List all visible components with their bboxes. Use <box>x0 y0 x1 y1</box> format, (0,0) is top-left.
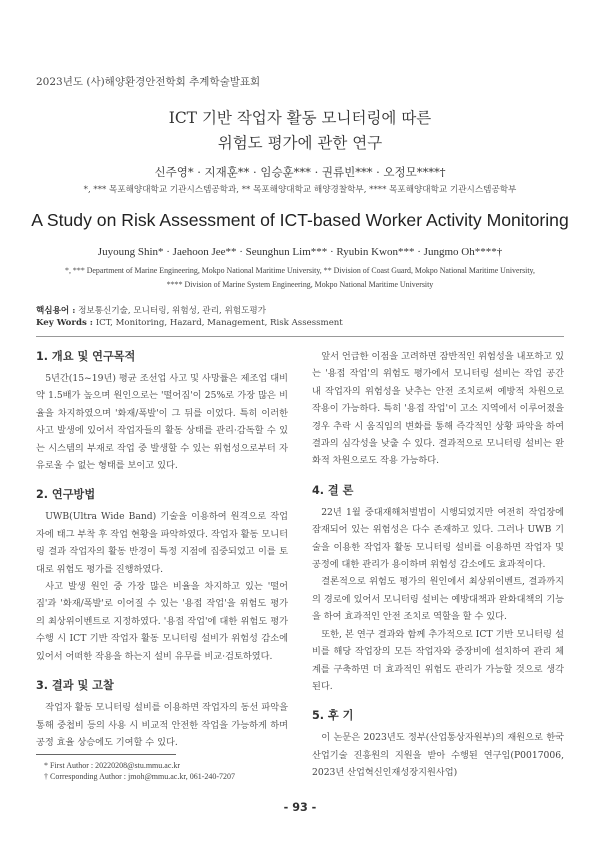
section2-paragraph1: UWB(Ultra Wide Band) 기술을 이용하여 원격으로 작업자에 태그 부착 후 작업 현황을 파악하였다. 작업자 활동 모니터링 결과 작업자의 활동 반경이 특정 지점에 집중되었고 이를 토대로 위험도 평가를 진행하였다. <box>36 511 288 575</box>
section4-heading: 4. 결 론 <box>312 483 354 497</box>
english-affiliations-line1: *, *** Department of Marine Engineering, Mokpo National Maritime University, ** Division of Coast Guard, Mokpo National Maritime University, <box>65 266 535 275</box>
section1-heading: 1. 개요 및 연구목적 <box>36 350 136 363</box>
footnote-divider <box>36 754 176 755</box>
header-divider <box>36 336 564 337</box>
footnote-first-author: * First Author : 20220208@stu.mmu.ac.kr <box>44 761 181 770</box>
keywords-korean-text: 정보통신기술, 모니터링, 위험성, 관리, 위험도평가 <box>75 306 266 316</box>
korean-affiliations: *, *** 목포해양대학교 기관시스템공학과, ** 목포해양대학교 해양경찰학부, **** 목포해양대학교 기관시스템공학부 <box>83 185 517 195</box>
keywords-english-label: Key Words : <box>36 318 93 328</box>
section3-paragraph2: 앞서 언급한 이점을 고려하면 잠반적인 위험성을 내포하고 있는 '용접 작업'의 위험도 평가에서 모니터링 설비는 작업 공간 내 작업자의 위험성을 낮추는 안전 조치로써 예방적 차원으로 작용이 가능하다. 특히 '용접 작업'이 고소 지역에서 이루어졌을 경우 추락 시 움직임의 변화를 통해 즉각적인 상황 파악을 하여 결과의 심각성을 낮출 수 있다. 결과적으로 모니터링 설비는 완화적 차원으로도 작용 가능하다. <box>312 351 564 467</box>
korean-title-line1: ICT 기반 작업자 활동 모니터링에 따른 <box>168 109 432 127</box>
section4-paragraph1: 22년 1월 중대재해처벌법이 시행되었지만 여전히 작업장에 잠재되어 있는 위험성은 다수 존재하고 있다. 그러나 UWB 기술을 이용한 작업자 활동 모니터링 설비를 이용하면 작업자 및 공정에 대한 관리가 용이하며 위험성 감소에도 효과적이다. <box>312 506 564 571</box>
english-affiliations-line2: **** Division of Marine System Engineering, Mokpo National Maritime University <box>166 280 434 289</box>
english-title: A Study on Risk Assessment of ICT-based Worker Activity Monitoring <box>31 210 569 230</box>
right-column <box>312 348 564 782</box>
section5-paragraph1: 이 논문은 2023년도 정부(산업통상자원부)의 재원으로 한국산업기술 진흥원의 지원을 받아 수행된 연구임(P0017006, 2023년 산업혁신인재성장지원사업) <box>312 732 564 779</box>
section2-paragraph2: 사고 발생 원인 중 가장 많은 비율을 차지하고 있는 '떨어짐'과 '화재/폭발'로 이어질 수 있는 '용접 작업'을 위험도 평가의 최상위이벤트로 지정하였다. '용접 작업'에 대한 위험도 평가 수행 시 ICT 기반 작업자 활동 모니터링 설비가 위험성 감소에 있어서 어떠한 작용을 하는지 설비 유무를 비교·검토하였다. <box>36 581 288 662</box>
keywords-english <box>36 318 343 328</box>
section3-heading: 3. 결과 및 고찰 <box>36 679 114 693</box>
footnote-corresponding-author: † Corresponding Author : jmoh@mmu.ac.kr, 061-240-7207 <box>44 772 236 781</box>
section5-heading: 5. 후 기 <box>312 709 354 723</box>
section3-paragraph1: 작업자 활동 모니터링 설비를 이용하면 작업자의 동선 파악을 통해 중첩비 등의 사용 시 비교적 안전한 작업을 가능하게 하며 공정 효율 상승에도 기여할 수 있다. <box>36 702 288 748</box>
korean-authors: 신주영* · 지재훈** · 임승훈*** · 권류빈*** · 오정모****† <box>154 165 446 179</box>
english-authors: Juyoung Shin* · Jaehoon Jee** · Seunghun Lim*** · Ryubin Kwon*** · Jungmo Oh****† <box>97 246 503 258</box>
left-column <box>36 348 288 751</box>
section4-paragraph3: 또한, 본 연구 결과와 함께 추가적으로 ICT 기반 모니터링 설비를 해당 작업장의 모든 작업자와 중장비에 설치하여 관리 체계를 구축하면 더 효과적인 위험도 관리가 가능할 것으로 생각된다. <box>312 628 564 692</box>
section1-paragraph1: 5년간(15~19년) 평균 조선업 사고 및 사망률은 제조업 대비 약 1.5배가 높으며 원인으로는 '떨어짐'이 25%로 가장 많은 비율을 차지하였으며 '화재/폭발'이 그 뒤를 이었다. 특히 이러한 사고 발생에 있어서 작업자들의 활동 상태를 관리·감독할 수 있는 시스템의 부재로 작업 중 발생할 수 있는 위험성으로부터 자유로울 수 없는 형태를 보이고 있다. <box>36 373 288 472</box>
conference-header: 2023년도 (사)해양환경안전학회 추계학술발표회 <box>36 76 261 88</box>
page-number: - 93 - <box>283 801 317 814</box>
keywords-english-text: ICT, Monitoring, Hazard, Management, Risk Assessment <box>92 318 343 328</box>
section4-paragraph2: 결론적으로 위험도 평가의 원인에서 최상위이벤트, 결과까지의 경로에 있어서 모니터링 설비는 예방대책과 완화대책의 기능을 하여 효과적인 안전 조치로 역할을 할 수 있다. <box>312 576 564 623</box>
keywords-korean <box>36 304 266 316</box>
korean-title-line2: 위험도 평가에 관한 연구 <box>217 134 383 152</box>
keywords-korean-label: 핵심용어 : <box>36 306 76 316</box>
section2-heading: 2. 연구방법 <box>36 488 96 502</box>
